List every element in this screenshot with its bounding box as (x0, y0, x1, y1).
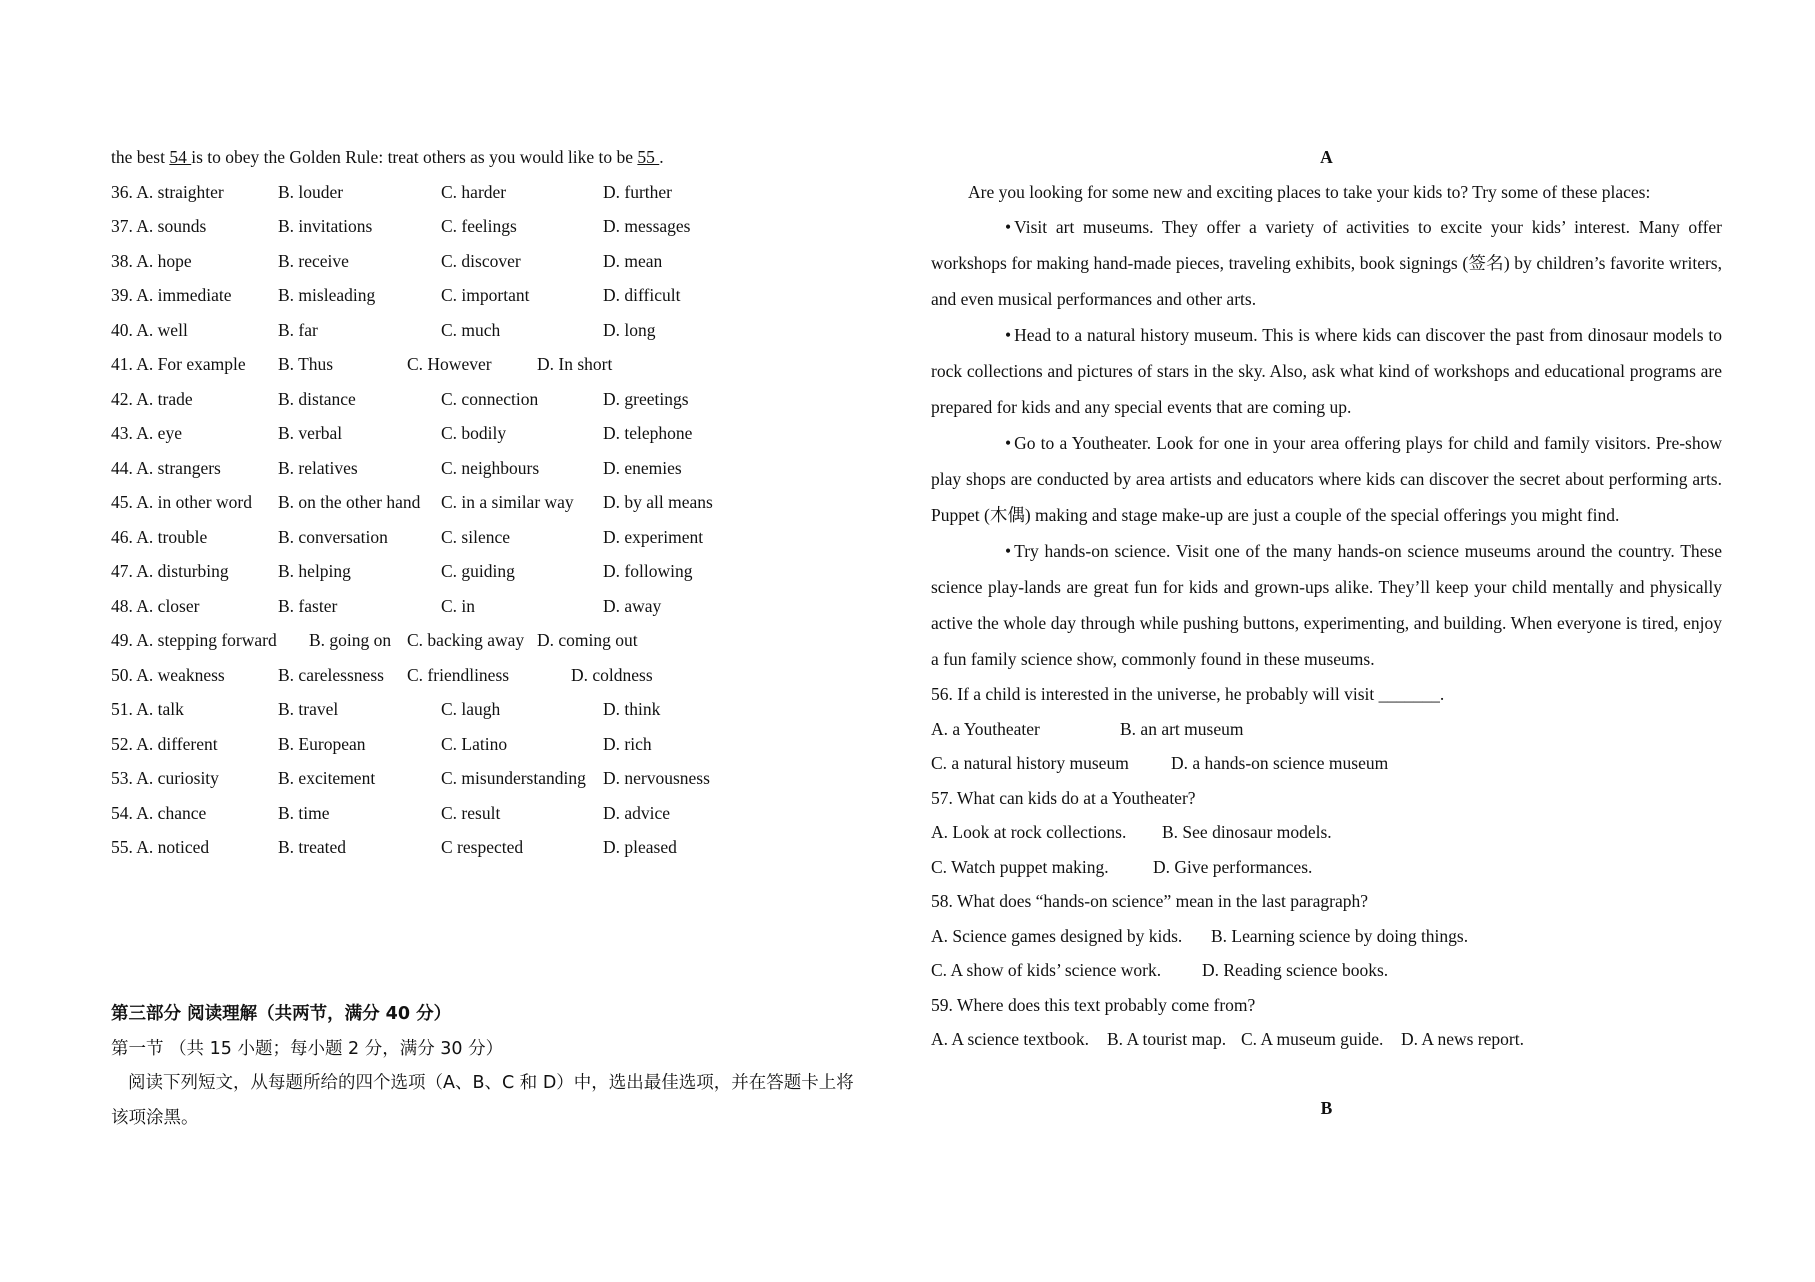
option-a: 46. A. trouble (111, 526, 208, 547)
option-b: B. far (278, 319, 318, 340)
option-a: 54. A. chance (111, 802, 207, 823)
option-b: B. travel (278, 699, 339, 719)
bullet-icon: • (1005, 217, 1012, 237)
option-a: 39. A. immediate (111, 285, 232, 305)
option-a: 51. A. talk (111, 699, 184, 719)
passage-intro: Are you looking for some new and exciting places to take your kids to? Try some of these places: (968, 181, 1651, 202)
option-c: C. A show of kids’ science work. (931, 960, 1162, 980)
cloze-question-row (111, 313, 911, 348)
option-d: D. coming out (537, 630, 638, 650)
option-c: C. in a similar way (441, 492, 574, 512)
option-c: C. laugh (441, 699, 501, 719)
option-a: 45. A. in other word (111, 492, 252, 512)
option-a: A. A science textbook. (931, 1029, 1089, 1049)
question-56-options-row2 (931, 746, 1722, 781)
option-a: 50. A. weakness (111, 664, 225, 685)
option-c: C. bodily (441, 423, 507, 443)
option-c: C. a natural history museum (931, 753, 1129, 773)
option-b: B. Learning science by doing things. (1211, 925, 1469, 946)
option-c: C. Watch puppet making. (931, 856, 1109, 877)
bullet-text: Go to a Youtheater. Look for one in your area offering plays for child and family visitors. Pre-show play shops are conducted by area artists and educators where kids can discover the secret about performing arts. Puppet (木偶) making and stage make-up are just a couple of the special offerings you might find. (931, 433, 1722, 525)
option-a: 52. A. different (111, 733, 218, 754)
cloze-question-row (111, 175, 911, 210)
option-a: 55. A. noticed (111, 837, 210, 857)
cloze-question-row (111, 727, 911, 762)
cloze-question-row (111, 278, 911, 313)
option-a: 48. A. closer (111, 595, 200, 616)
option-d: D. messages (603, 216, 691, 236)
option-d: D. mean (603, 250, 663, 271)
option-c: C. However (407, 354, 492, 374)
intro-text: . (659, 147, 664, 167)
option-d: D. nervousness (603, 768, 710, 788)
left-column (111, 140, 911, 865)
blank-54: 54 (169, 147, 192, 167)
bullet-icon: • (1005, 433, 1012, 453)
option-d: D. away (603, 595, 662, 616)
option-d: D. by all means (603, 492, 713, 512)
instruction-line: 阅读下列短文，从每题所给的四个选项（A、B、C 和 D）中，选出最佳选项，并在答题卡上将 (128, 1073, 854, 1093)
question-59: 59. Where does this text probably come from? (931, 994, 1256, 1015)
option-d: D. In short (537, 354, 613, 374)
passage-bullet-paragraph (931, 209, 1722, 317)
cloze-question-row (111, 692, 911, 727)
bullet-text: Try hands-on science. Visit one of the many hands-on science museums around the country. These science play-lands are great fun for kids and grown-ups alike. They’ll keep your child mentally and physically active the whole day through while pushing buttons, experimenting, and building. When everyone is tired, enjoy a fun family science show, commonly found in these museums. (931, 541, 1722, 669)
cloze-question-row (111, 589, 911, 624)
option-c: C. connection (441, 388, 539, 409)
cloze-question-row (111, 796, 911, 831)
option-c: C. misunderstanding (441, 768, 586, 788)
blank-55: 55 (637, 147, 660, 167)
question-56: 56. If a child is interested in the universe, he probably will visit _______. (931, 684, 1445, 704)
option-b: B. conversation (278, 526, 388, 547)
question-57-options-row2 (931, 850, 1722, 885)
option-b: B. faster (278, 595, 338, 616)
option-b: B. European (278, 733, 366, 754)
option-c: C. in (441, 595, 476, 616)
question-56-options-row1 (931, 712, 1722, 747)
option-b: B. relatives (278, 457, 358, 478)
option-d: D. A news report. (1401, 1029, 1524, 1049)
question-59-options (931, 1022, 1722, 1057)
option-c: C. result (441, 802, 501, 823)
passage-heading-b: B (1320, 1097, 1333, 1118)
option-a: 41. A. For example (111, 354, 246, 374)
option-a: 42. A. trade (111, 388, 193, 409)
option-d: D. think (603, 699, 661, 719)
option-d: D. rich (603, 733, 652, 754)
option-d: D. experiment (603, 526, 704, 547)
option-c: C. harder (441, 181, 507, 202)
option-d: D. greetings (603, 388, 689, 409)
cloze-question-row (111, 451, 911, 486)
option-a: 44. A. strangers (111, 457, 221, 478)
passage-bullet-paragraph (931, 425, 1722, 533)
option-c: C. much (441, 319, 501, 340)
option-a: A. Science games designed by kids. (931, 925, 1183, 946)
option-b: B. carelessness (278, 664, 384, 685)
option-b: B. treated (278, 837, 347, 857)
bullet-text: Visit art museums. They offer a variety of activities to excite your kids’ interest. Many offer workshops for making hand-made pieces, traveling exhibits, book signings (签名) by children’s favorite writers, and even musical performances and other arts. (931, 217, 1722, 309)
option-c: C respected (441, 837, 524, 857)
option-b: B. verbal (278, 423, 343, 443)
option-b: B. an art museum (1120, 718, 1244, 739)
option-b: B. on the other hand (278, 492, 421, 512)
option-b: B. helping (278, 561, 351, 581)
option-b: B. A tourist map. (1107, 1029, 1227, 1049)
question-57-options-row1 (931, 815, 1722, 850)
option-d: D. long (603, 319, 656, 340)
option-c: C. A museum guide. (1241, 1029, 1384, 1049)
cloze-question-row (111, 520, 911, 555)
option-d: D. difficult (603, 285, 681, 305)
option-b: B. See dinosaur models. (1162, 822, 1332, 842)
option-c: C. Latino (441, 733, 508, 754)
cloze-question-row (111, 830, 911, 865)
option-b: B. receive (278, 250, 349, 271)
option-c: C. guiding (441, 561, 515, 581)
question-58-options-row1 (931, 919, 1722, 954)
part-three-section (111, 997, 854, 1135)
option-c: C. neighbours (441, 457, 540, 478)
option-b: B. excitement (278, 768, 376, 788)
part-three-title: 第三部分 阅读理解（共两节，满分 40 分） (111, 1004, 452, 1024)
passage-bullet-paragraph (931, 317, 1722, 425)
cloze-question-row (111, 623, 911, 658)
cloze-question-row (111, 485, 911, 520)
option-b: B. Thus (278, 354, 334, 374)
option-c: C. friendliness (407, 664, 510, 685)
passage-bullets (931, 209, 1722, 677)
intro-text: is to obey the Golden Rule: treat others as you would like to be (191, 147, 638, 167)
option-d: D. advice (603, 802, 671, 823)
option-d: D. following (603, 561, 693, 581)
passage-bullet-paragraph (931, 533, 1722, 677)
option-c: C. discover (441, 250, 521, 271)
option-b: B. invitations (278, 216, 373, 236)
option-d: D. a hands-on science museum (1171, 753, 1389, 773)
option-b: B. time (278, 802, 330, 823)
option-a: 36. A. straighter (111, 181, 224, 202)
bullet-icon: • (1005, 325, 1012, 345)
bullet-icon: • (1005, 541, 1012, 561)
option-a: A. a Youtheater (931, 718, 1040, 739)
right-column (931, 140, 1722, 1125)
cloze-question-row (111, 416, 911, 451)
option-a: 40. A. well (111, 319, 188, 340)
option-c: C. feelings (441, 216, 517, 236)
question-58: 58. What does “hands-on science” mean in the last paragraph? (931, 891, 1369, 911)
option-b: B. louder (278, 181, 344, 202)
question-57: 57. What can kids do at a Youtheater? (931, 787, 1196, 808)
option-b: B. going on (309, 630, 392, 650)
cloze-question-row (111, 382, 911, 417)
option-a: A. Look at rock collections. (931, 822, 1127, 842)
option-d: D. Give performances. (1153, 856, 1313, 877)
intro-text: the best (111, 147, 170, 167)
cloze-passage-end (111, 140, 911, 175)
option-a: 49. A. stepping forward (111, 630, 277, 650)
cloze-question-row (111, 209, 911, 244)
option-a: 38. A. hope (111, 250, 192, 271)
passage-heading-a: A (1320, 147, 1333, 167)
option-a: 37. A. sounds (111, 216, 207, 236)
cloze-question-row (111, 554, 911, 589)
option-d: D. enemies (603, 457, 682, 478)
option-c: C. backing away (407, 630, 525, 650)
option-d: D. coldness (571, 664, 653, 685)
option-c: C. important (441, 285, 530, 305)
option-a: 47. A. disturbing (111, 561, 229, 581)
option-d: D. Reading science books. (1202, 960, 1389, 980)
option-a: 53. A. curiosity (111, 768, 219, 788)
section-one-title: 第一节 （共 15 小题；每小题 2 分，满分 30 分） (111, 1038, 504, 1059)
option-a: 43. A. eye (111, 423, 182, 443)
cloze-question-row (111, 244, 911, 279)
bullet-text: Head to a natural history museum. This is where kids can discover the past from dinosaur models to rock collections and pictures of stars in the sky. Also, ask what kind of workshops and educational programs are prepared for kids and any special events that are coming up. (931, 325, 1722, 417)
option-c: C. silence (441, 526, 511, 547)
option-d: D. further (603, 181, 673, 202)
option-b: B. misleading (278, 285, 376, 305)
cloze-options-list (111, 175, 911, 865)
option-d: D. pleased (603, 837, 677, 857)
instruction-line: 该项涂黑。 (111, 1107, 199, 1128)
option-d: D. telephone (603, 423, 693, 443)
cloze-question-row (111, 761, 911, 796)
option-b: B. distance (278, 388, 356, 409)
cloze-question-row (111, 658, 911, 693)
cloze-question-row (111, 347, 911, 382)
question-58-options-row2 (931, 953, 1722, 988)
